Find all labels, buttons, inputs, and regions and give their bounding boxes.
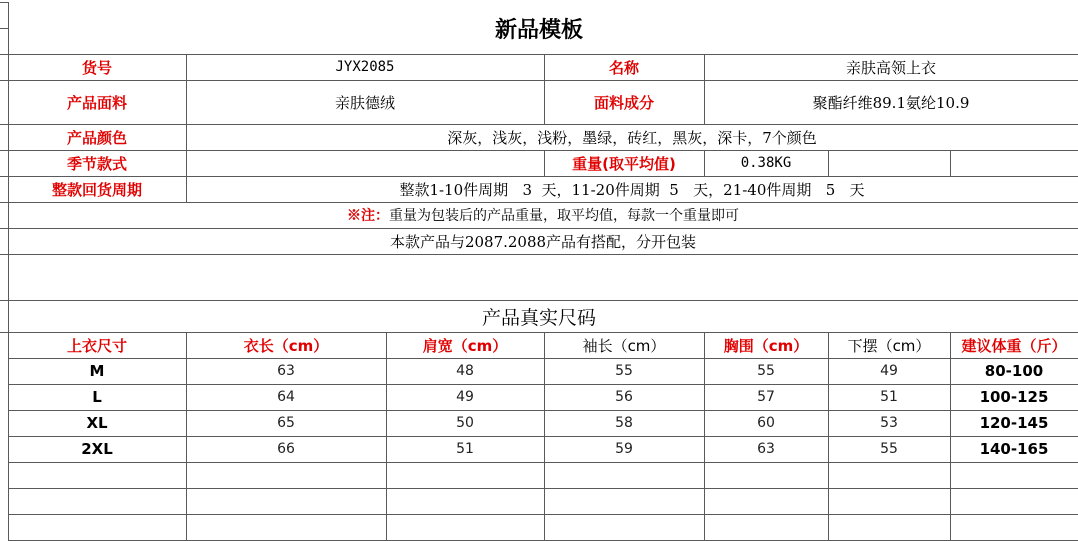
size-row-3-sleeve-col: 59	[615, 441, 633, 457]
color-value: 深灰，浅灰，浅粉，墨绿，砖红，黑灰，深卡，7个颜色	[447, 128, 817, 147]
size-row-0-chest-col: 55	[757, 363, 775, 379]
size-row-0-sleeve-col: 55	[615, 363, 633, 379]
size-row-0-hem-col: 49	[880, 363, 898, 379]
weight-label: 重量(取平均值)	[572, 154, 676, 173]
item-no-value: JYX2085	[335, 59, 395, 75]
size-row-2-chest-col: 60	[757, 415, 775, 431]
note-text: 重量为包装后的产品重量，取平均值，每款一个重量即可	[389, 208, 739, 224]
cycle-label: 整款回货周期	[51, 180, 142, 199]
size-row-2-shoulder-col: 50	[456, 415, 474, 431]
size-row-0-weight-col: 80-100	[984, 362, 1044, 380]
item-no-label: 货号	[81, 58, 112, 77]
header-length-col: 衣长（cm）	[243, 336, 329, 355]
size-row-1-size-col: L	[92, 388, 102, 406]
size-row-2-length-col: 65	[277, 415, 295, 431]
size-row-1-shoulder-col: 49	[456, 389, 474, 405]
remark-row: 本款产品与2087.2088产品有搭配，分开包装	[389, 232, 697, 251]
composition-label: 面料成分	[593, 93, 654, 112]
sheet-title: 新品模板	[494, 16, 583, 43]
name-label: 名称	[608, 58, 639, 77]
weight-value: 0.38KG	[740, 155, 792, 171]
cycle-value: 整款1-10件周期 3 天，11-20件周期 5 天，21-40件周期 5 天	[399, 180, 865, 199]
season-value	[186, 150, 544, 176]
size-row-2-size-col: XL	[86, 414, 108, 432]
size-row-3-chest-col: 63	[757, 441, 775, 457]
size-row-1-hem-col: 51	[880, 389, 898, 405]
size-row-3-size-col: 2XL	[81, 440, 113, 458]
size-title: 产品真实尺码	[481, 306, 596, 329]
size-row-3-length-col: 66	[277, 441, 295, 457]
size-row-1-chest-col: 57	[757, 389, 775, 405]
composition-value: 聚酯纤维89.1氨纶10.9	[812, 93, 970, 112]
note-mark: ※注：	[347, 208, 389, 224]
size-row-2-weight-col: 120-145	[979, 414, 1049, 432]
season-label: 季节款式	[66, 154, 127, 173]
header-size-col: 上衣尺寸	[66, 336, 127, 355]
header-shoulder-col: 肩宽（cm）	[422, 336, 508, 355]
name-value: 亲肤高领上衣	[845, 58, 936, 77]
header-weight-col: 建议体重（斤）	[961, 336, 1067, 355]
size-row-3-hem-col: 55	[880, 441, 898, 457]
size-row-0-size-col: M	[89, 362, 105, 380]
fabric-label: 产品面料	[66, 93, 127, 112]
size-row-2-hem-col: 53	[880, 415, 898, 431]
size-row-0-shoulder-col: 48	[456, 363, 474, 379]
color-label: 产品颜色	[66, 128, 127, 147]
header-sleeve-col: 袖长（cm）	[582, 336, 666, 355]
size-row-0-length-col: 63	[277, 363, 295, 379]
fabric-value: 亲肤德绒	[334, 93, 395, 112]
size-row-2-sleeve-col: 58	[615, 415, 633, 431]
size-row-3-weight-col: 140-165	[979, 440, 1049, 458]
size-row-3-shoulder-col: 51	[456, 441, 474, 457]
size-row-1-length-col: 64	[277, 389, 295, 405]
note-row	[8, 202, 1078, 228]
header-hem-col: 下摆（cm）	[847, 336, 931, 355]
size-row-1-sleeve-col: 56	[615, 389, 633, 405]
header-chest-col: 胸围（cm）	[723, 336, 809, 355]
size-row-1-weight-col: 100-125	[979, 388, 1049, 406]
